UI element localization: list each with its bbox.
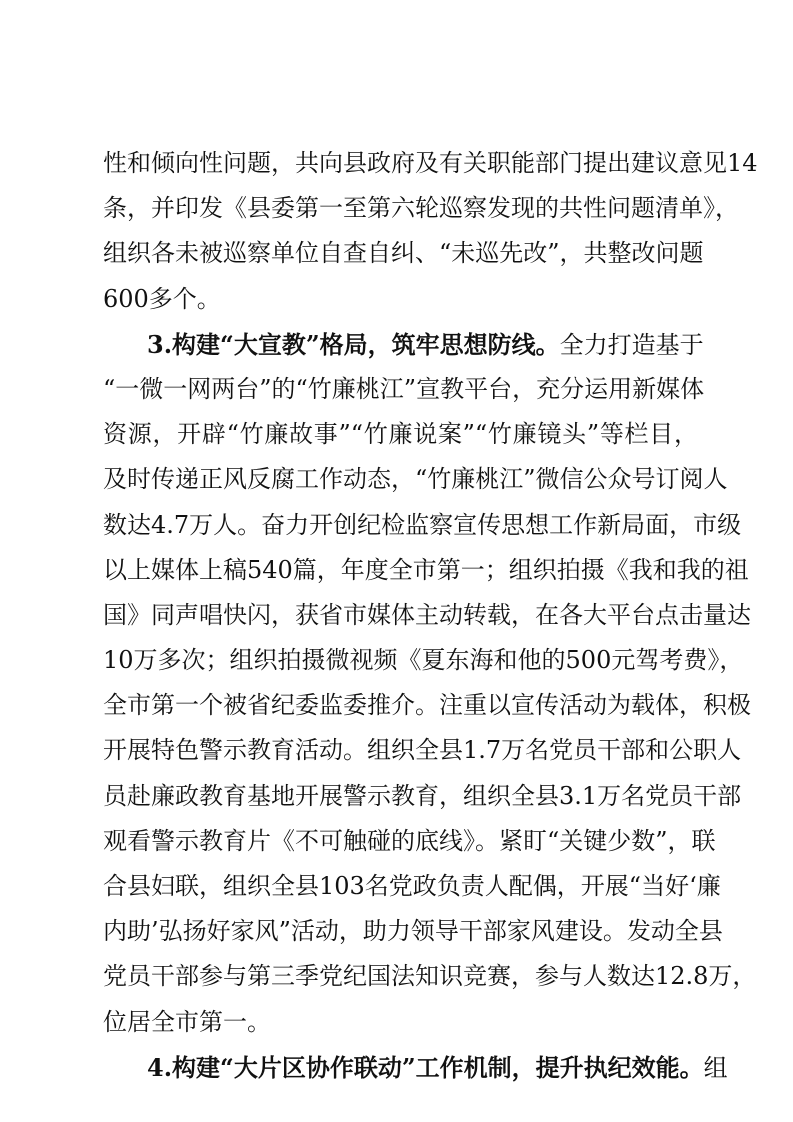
paragraph-line xyxy=(103,548,749,593)
paragraph-line xyxy=(103,909,723,954)
section-heading-line xyxy=(103,1045,728,1090)
line-text: 性和倾向性问题，共向县政府及有关职能部门提出建议意见14 xyxy=(103,149,758,177)
line-text: 员赴廉政教育基地开展警示教育，组织全县3.1万名党员干部 xyxy=(103,781,742,810)
line-text: 600多个。 xyxy=(103,284,221,313)
paragraph-line xyxy=(103,141,758,186)
paragraph-line xyxy=(103,186,739,231)
line-text: 组 xyxy=(703,1053,728,1082)
document-body xyxy=(103,141,758,1090)
line-text: 全市第一个被省纪委监委推介。注重以宣传活动为载体，积极 xyxy=(103,691,751,720)
paragraph-line xyxy=(103,231,704,276)
paragraph-line xyxy=(103,774,742,819)
paragraph-line xyxy=(103,1000,698,1045)
paragraph-line xyxy=(103,683,751,728)
line-text: 组织各未被巡察单位自查自纠、“未巡先改”，共整改问题 xyxy=(103,239,704,268)
section-heading: 4.构建“大片区协作联动”工作机制，提升执纪效能。 xyxy=(147,1052,704,1082)
line-text: 以上媒体上稿540篇，年度全市第一；组织拍摄《我和我的祖 xyxy=(103,555,749,584)
paragraph-line xyxy=(103,728,742,773)
line-text: 党员干部参与第三季党纪国法知识竞赛，参与人数达12.8万， xyxy=(103,962,757,991)
line-text: 数达4.7万人。奋力开创纪检监察宣传思想工作新局面，市级 xyxy=(103,510,742,539)
line-text: 观看警示教育片《不可触碰的底线》。紧盯“关键少数”，联 xyxy=(103,826,716,855)
paragraph-line xyxy=(103,864,721,909)
paragraph-line xyxy=(103,277,698,322)
paragraph-line xyxy=(103,954,757,999)
line-text: 位居全市第一。 xyxy=(103,1007,271,1036)
line-text: 开展特色警示教育活动。组织全县1.7万名党员干部和公职人 xyxy=(103,736,742,765)
line-text: 及时传递正风反腐工作动态，“竹廉桃江”微信公众号订阅人 xyxy=(103,465,728,494)
section-heading-line xyxy=(103,322,704,367)
section-heading: 3.构建“大宣教”格局，筑牢思想防线。 xyxy=(147,329,560,359)
line-text: “一微一网两台”的“竹廉桃江”宣教平台，充分运用新媒体 xyxy=(103,374,705,403)
line-text: 全力打造基于 xyxy=(559,330,704,359)
line-text: 10万多次；组织拍摄微视频《夏东海和他的500元驾考费》， xyxy=(103,646,744,675)
paragraph-line xyxy=(103,819,716,864)
paragraph-line xyxy=(103,412,698,457)
line-text: 内助’弘扬好家风”活动，助力领导干部家风建设。发动全县 xyxy=(103,917,723,946)
paragraph-line xyxy=(103,638,744,683)
line-text: 合县妇联，组织全县103名党政负责人配偶，开展“当好‘廉 xyxy=(103,872,721,900)
paragraph-line xyxy=(103,457,728,502)
line-text: 国》同声唱快闪，获省市媒体主动转载，在各大平台点击量达 xyxy=(103,600,751,629)
paragraph-line xyxy=(103,593,751,638)
paragraph-line xyxy=(103,367,705,412)
line-text: 资源，开辟“竹廉故事”“竹廉说案”“竹廉镜头”等栏目， xyxy=(103,420,698,449)
paragraph-line xyxy=(103,503,742,548)
line-text: 条，并印发《县委第一至第六轮巡察发现的共性问题清单》， xyxy=(103,194,739,223)
